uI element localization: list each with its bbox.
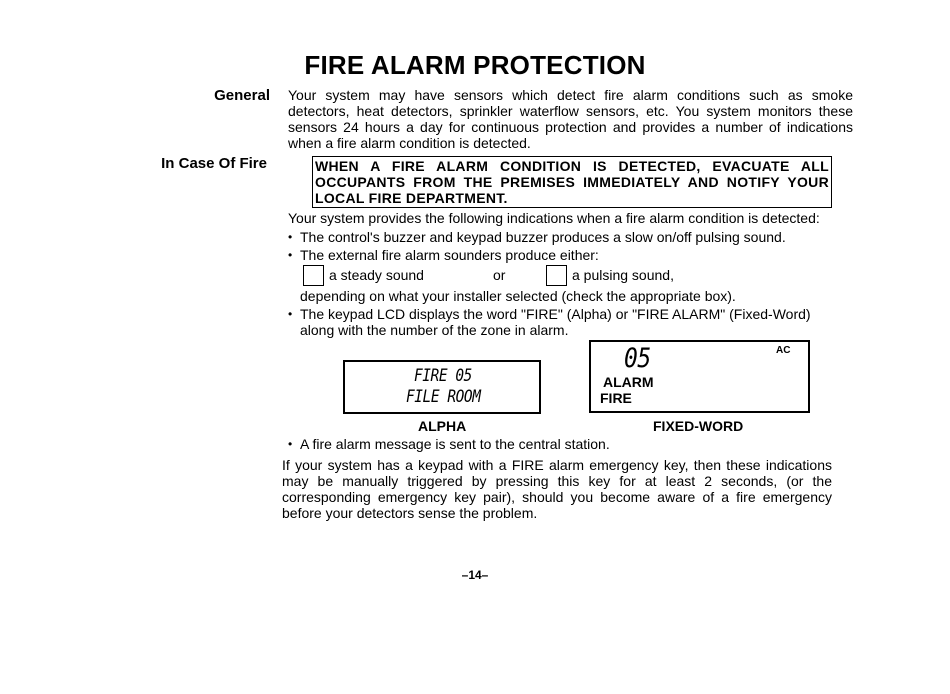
fixed-lcd-alarm: ALARM bbox=[603, 374, 654, 390]
bullet-dot: • bbox=[288, 248, 293, 262]
alpha-lcd-line2: FILE ROOM bbox=[406, 387, 481, 407]
pulsing-sound-checkbox[interactable] bbox=[546, 265, 567, 286]
bullet-lcd-line2: along with the number of the zone in alarm. bbox=[300, 322, 569, 338]
bullet-dot: • bbox=[288, 437, 293, 451]
alpha-caption: ALPHA bbox=[418, 418, 467, 434]
fire-heading: In Case Of Fire bbox=[161, 155, 267, 172]
alpha-lcd-line1: FIRE 05 bbox=[414, 366, 472, 386]
or-label: or bbox=[493, 267, 506, 283]
fixed-word-caption: FIXED-WORD bbox=[653, 418, 744, 434]
bullet-lcd-line1: The keypad LCD displays the word "FIRE" (Alpha) or "FIRE ALARM" (Fixed-Word) bbox=[300, 306, 811, 322]
closing-text: If your system has a keypad with a FIRE alarm emergency key, then these indications may be manually triggered by pressing this key for at least 2 seconds, (or the corresponding emergency key pair), should you become aware of a fire emergency before your detectors sense the problem. bbox=[282, 457, 832, 521]
depending-text: depending on what your installer selected (check the appropriate box). bbox=[300, 288, 736, 304]
page-number: –14– bbox=[461, 568, 489, 582]
page-title: FIRE ALARM PROTECTION bbox=[304, 50, 646, 80]
fixed-lcd-zone: 05 bbox=[624, 343, 651, 374]
bullet-dot: • bbox=[288, 230, 293, 244]
steady-sound-label: a steady sound bbox=[329, 267, 424, 283]
general-text: Your system may have sensors which detect fire alarm conditions such as smoke detectors, heat detectors, sprinkler waterflow sensors, etc. You system monitors these sensors 24 hours a day for continuous protection and provides a number of indications when a fire alarm condition is detected. bbox=[288, 87, 853, 151]
fire-intro: Your system provides the following indications when a fire alarm condition is detected: bbox=[288, 210, 820, 226]
fire-warning-box: WHEN A FIRE ALARM CONDITION IS DETECTED, EVACUATE ALL OCCUPANTS FROM THE PREMISES IMMEDIATELY AND NOTIFY YOUR LOCAL FIRE DEPARTMENT. bbox=[312, 156, 832, 208]
general-heading: General bbox=[214, 87, 270, 104]
fixed-lcd-fire: FIRE bbox=[600, 390, 632, 406]
bullet-dot: • bbox=[288, 307, 293, 321]
bullet-sounders: The external fire alarm sounders produce either: bbox=[300, 247, 599, 263]
pulsing-sound-label: a pulsing sound, bbox=[572, 267, 674, 283]
bullet-buzzer: The control's buzzer and keypad buzzer produces a slow on/off pulsing sound. bbox=[300, 229, 786, 245]
fixed-lcd-ac-indicator: AC bbox=[776, 345, 791, 356]
steady-sound-checkbox[interactable] bbox=[303, 265, 324, 286]
bullet-central-station: A fire alarm message is sent to the central station. bbox=[300, 436, 610, 452]
